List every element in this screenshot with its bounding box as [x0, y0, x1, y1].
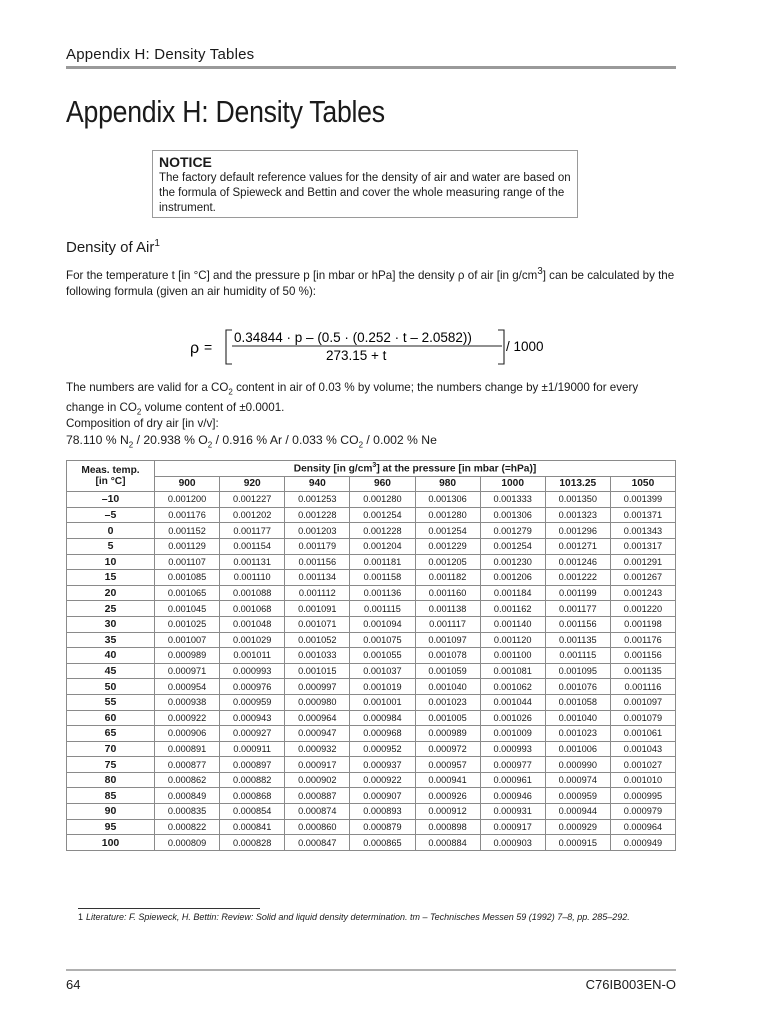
density-value-cell: 0.001205 [415, 554, 480, 570]
table-row [67, 757, 676, 773]
density-value-cell: 0.001181 [350, 554, 415, 570]
density-value-cell: 0.000964 [610, 819, 675, 835]
density-value-cell: 0.001399 [610, 492, 675, 508]
footnote [78, 911, 676, 924]
density-value-cell: 0.001097 [610, 694, 675, 710]
temperature-cell: 45 [67, 663, 155, 679]
table-row [67, 835, 676, 851]
document-code: C76IB003EN-O [585, 977, 676, 992]
density-value-cell: 0.001333 [480, 492, 545, 508]
notice-heading: NOTICE [159, 154, 212, 170]
density-value-cell: 0.000943 [220, 710, 285, 726]
formula-divisor: / 1000 [506, 339, 544, 354]
density-value-cell: 0.001001 [350, 694, 415, 710]
density-value-cell: 0.000961 [480, 772, 545, 788]
table-row [67, 492, 676, 508]
temp-column-header [67, 461, 155, 492]
density-value-cell: 0.000972 [415, 741, 480, 757]
table-row [67, 507, 676, 523]
density-value-cell: 0.001131 [220, 554, 285, 570]
notice-body: The factory default reference values for the density of air and water are based on the formula of Spieweck and Bettin and cover the whole measuring range of the instrument. [159, 172, 571, 214]
density-value-cell: 0.001011 [220, 648, 285, 664]
density-value-cell: 0.000977 [480, 757, 545, 773]
table-row [67, 804, 676, 820]
density-value-cell: 0.000993 [480, 741, 545, 757]
density-value-cell: 0.001371 [610, 507, 675, 523]
pressure-header-cell: 920 [220, 476, 285, 492]
composition-o2: / 20.938 % O [133, 433, 208, 447]
density-value-cell: 0.001291 [610, 554, 675, 570]
formula-denominator: 273.15 + t [326, 348, 387, 363]
table-row [67, 523, 676, 539]
page-title: Appendix H: Density Tables [66, 94, 385, 129]
composition-sub-2: 2 [207, 440, 213, 450]
density-value-cell: 0.001228 [285, 507, 350, 523]
density-value-cell: 0.001198 [610, 616, 675, 632]
intro-superscript: 3 [537, 266, 543, 277]
temperature-cell: 15 [67, 570, 155, 586]
density-value-cell: 0.001306 [415, 492, 480, 508]
density-value-cell: 0.000874 [285, 804, 350, 820]
density-value-cell: 0.000959 [545, 788, 610, 804]
density-value-cell: 0.001112 [285, 585, 350, 601]
density-value-cell: 0.001025 [155, 616, 220, 632]
density-value-cell: 0.001253 [285, 492, 350, 508]
composition-sub-1: 2 [128, 440, 134, 450]
density-value-cell: 0.001045 [155, 601, 220, 617]
density-value-cell: 0.001152 [155, 523, 220, 539]
density-value-cell: 0.001027 [610, 757, 675, 773]
density-value-cell: 0.001116 [610, 679, 675, 695]
density-value-cell: 0.000946 [480, 788, 545, 804]
density-value-cell: 0.001076 [545, 679, 610, 695]
intro-paragraph [66, 264, 676, 300]
table-row [67, 679, 676, 695]
density-table [66, 460, 676, 851]
density-value-cell: 0.001081 [480, 663, 545, 679]
density-value-cell: 0.000954 [155, 679, 220, 695]
footer-rule [66, 969, 676, 971]
formula-rho: ρ [190, 340, 200, 357]
pressure-header-cell: 1013.25 [545, 476, 610, 492]
density-value-cell: 0.000906 [155, 726, 220, 742]
density-value-cell: 0.001140 [480, 616, 545, 632]
density-value-cell: 0.000841 [220, 819, 285, 835]
density-value-cell: 0.001267 [610, 570, 675, 586]
density-value-cell: 0.000911 [220, 741, 285, 757]
density-value-cell: 0.000847 [285, 835, 350, 851]
pressure-header-cell: 900 [155, 476, 220, 492]
density-value-cell: 0.001184 [480, 585, 545, 601]
density-value-cell: 0.001222 [545, 570, 610, 586]
density-value-cell: 0.001138 [415, 601, 480, 617]
density-value-cell: 0.001029 [220, 632, 285, 648]
density-value-cell: 0.001343 [610, 523, 675, 539]
table-row [67, 616, 676, 632]
density-value-cell: 0.001117 [415, 616, 480, 632]
density-value-cell: 0.000995 [610, 788, 675, 804]
density-value-cell: 0.001115 [545, 648, 610, 664]
density-value-cell: 0.001062 [480, 679, 545, 695]
table-row [67, 585, 676, 601]
section-heading [66, 238, 160, 256]
density-value-cell: 0.001350 [545, 492, 610, 508]
density-value-cell: 0.001071 [285, 616, 350, 632]
density-value-cell: 0.000917 [285, 757, 350, 773]
composition-values [66, 432, 676, 453]
temperature-cell: 30 [67, 616, 155, 632]
validity-sub-2: 2 [136, 407, 142, 417]
density-value-cell: 0.001052 [285, 632, 350, 648]
density-value-cell: 0.001243 [610, 585, 675, 601]
density-value-cell: 0.000976 [220, 679, 285, 695]
density-value-cell: 0.000932 [285, 741, 350, 757]
density-value-cell: 0.001040 [545, 710, 610, 726]
density-value-cell: 0.001110 [220, 570, 285, 586]
density-value-cell: 0.001055 [350, 648, 415, 664]
density-value-cell: 0.001182 [415, 570, 480, 586]
density-value-cell: 0.001075 [350, 632, 415, 648]
density-value-cell: 0.001048 [220, 616, 285, 632]
density-value-cell: 0.000922 [155, 710, 220, 726]
temperature-cell: 20 [67, 585, 155, 601]
density-value-cell: 0.001043 [610, 741, 675, 757]
pressure-header-cell: 980 [415, 476, 480, 492]
formula-left-bracket [226, 330, 232, 364]
density-value-cell: 0.001160 [415, 585, 480, 601]
density-header-sup: 3 [372, 462, 377, 470]
pressure-header-cell: 940 [285, 476, 350, 492]
table-row [67, 726, 676, 742]
density-value-cell: 0.001162 [480, 601, 545, 617]
density-value-cell: 0.001177 [220, 523, 285, 539]
density-value-cell: 0.001158 [350, 570, 415, 586]
density-value-cell: 0.000887 [285, 788, 350, 804]
temperature-cell: –10 [67, 492, 155, 508]
density-value-cell: 0.001229 [415, 538, 480, 554]
density-value-cell: 0.001246 [545, 554, 610, 570]
density-value-cell: 0.001033 [285, 648, 350, 664]
table-row [67, 554, 676, 570]
density-value-cell: 0.001005 [415, 710, 480, 726]
density-value-cell: 0.001061 [610, 726, 675, 742]
temperature-cell: 90 [67, 804, 155, 820]
density-value-cell: 0.000990 [545, 757, 610, 773]
density-value-cell: 0.000884 [415, 835, 480, 851]
density-value-cell: 0.000898 [415, 819, 480, 835]
density-value-cell: 0.001009 [480, 726, 545, 742]
table-row [67, 788, 676, 804]
density-value-cell: 0.001006 [545, 741, 610, 757]
density-value-cell: 0.000835 [155, 804, 220, 820]
temperature-cell: –5 [67, 507, 155, 523]
notice-box [152, 150, 578, 218]
density-value-cell: 0.000974 [545, 772, 610, 788]
density-value-cell: 0.000902 [285, 772, 350, 788]
pressure-header-row [67, 476, 676, 492]
density-value-cell: 0.001007 [155, 632, 220, 648]
density-value-cell: 0.001206 [480, 570, 545, 586]
density-value-cell: 0.001135 [545, 632, 610, 648]
density-value-cell: 0.001120 [480, 632, 545, 648]
density-value-cell: 0.000937 [350, 757, 415, 773]
density-value-cell: 0.001156 [610, 648, 675, 664]
density-value-cell: 0.000957 [415, 757, 480, 773]
composition-label: Composition of dry air [in v/v]: [66, 417, 219, 430]
density-value-cell: 0.001091 [285, 601, 350, 617]
density-value-cell: 0.001107 [155, 554, 220, 570]
validity-text-1: The numbers are valid for a CO [66, 381, 229, 394]
density-value-cell: 0.000964 [285, 710, 350, 726]
density-value-cell: 0.000879 [350, 819, 415, 835]
density-value-cell: 0.001230 [480, 554, 545, 570]
density-value-cell: 0.001279 [480, 523, 545, 539]
composition-co2: / 0.916 % Ar / 0.033 % CO [212, 433, 359, 447]
pressure-header-cell: 1050 [610, 476, 675, 492]
composition-n2: 78.110 % N [66, 433, 129, 447]
density-value-cell: 0.001176 [155, 507, 220, 523]
density-value-cell: 0.001129 [155, 538, 220, 554]
density-value-cell: 0.001296 [545, 523, 610, 539]
density-value-cell: 0.000915 [545, 835, 610, 851]
formula-equals: = [204, 339, 213, 355]
density-value-cell: 0.001135 [610, 663, 675, 679]
validity-paragraph [66, 380, 676, 421]
footnote-text: Literature: F. Spieweck, H. Bettin: Review: Solid and liquid density determination. tm – Technisches Messen 59 (1992) 7–8, pp. 285–292. [86, 912, 630, 922]
density-value-cell: 0.000922 [350, 772, 415, 788]
density-value-cell: 0.001254 [480, 538, 545, 554]
density-value-cell: 0.001078 [415, 648, 480, 664]
density-value-cell: 0.000860 [285, 819, 350, 835]
temperature-cell: 55 [67, 694, 155, 710]
temp-header-line-1: Meas. temp. [81, 465, 140, 477]
density-value-cell: 0.001200 [155, 492, 220, 508]
temperature-cell: 10 [67, 554, 155, 570]
formula-numerator: 0.34844 · p – (0.5 · (0.252 · t – 2.0582)) [234, 330, 472, 345]
density-value-cell: 0.001271 [545, 538, 610, 554]
density-value-cell: 0.001176 [610, 632, 675, 648]
footnote-reference[interactable]: 1 [154, 238, 160, 249]
density-value-cell: 0.001015 [285, 663, 350, 679]
table-row [67, 538, 676, 554]
density-value-cell: 0.000959 [220, 694, 285, 710]
density-value-cell: 0.001136 [350, 585, 415, 601]
temperature-cell: 0 [67, 523, 155, 539]
temperature-cell: 75 [67, 757, 155, 773]
temperature-cell: 50 [67, 679, 155, 695]
density-value-cell: 0.001254 [350, 507, 415, 523]
density-value-cell: 0.001156 [545, 616, 610, 632]
header-rule [66, 66, 676, 69]
footnote-rule [78, 908, 260, 909]
density-value-cell: 0.000917 [480, 819, 545, 835]
density-value-cell: 0.000949 [610, 835, 675, 851]
density-value-cell: 0.000893 [350, 804, 415, 820]
density-value-cell: 0.001177 [545, 601, 610, 617]
density-value-cell: 0.000854 [220, 804, 285, 820]
density-value-cell: 0.000862 [155, 772, 220, 788]
table-row [67, 648, 676, 664]
composition-paragraph [66, 416, 676, 453]
running-header: Appendix H: Density Tables [66, 46, 255, 63]
formula-right-bracket [498, 330, 504, 364]
validity-text-2: content in air of 0.03 % by volume; the numbers change by ±1/19000 for every change in CO [66, 381, 639, 415]
density-value-cell: 0.001088 [220, 585, 285, 601]
temperature-cell: 80 [67, 772, 155, 788]
composition-ne: / 0.002 % Ne [363, 433, 437, 447]
density-value-cell: 0.001228 [350, 523, 415, 539]
density-value-cell: 0.001203 [285, 523, 350, 539]
table-row [67, 710, 676, 726]
density-value-cell: 0.001227 [220, 492, 285, 508]
density-value-cell: 0.001023 [545, 726, 610, 742]
density-value-cell: 0.000980 [285, 694, 350, 710]
validity-sub-1: 2 [228, 387, 233, 397]
table-row [67, 570, 676, 586]
density-value-cell: 0.001306 [480, 507, 545, 523]
density-value-cell: 0.000931 [480, 804, 545, 820]
table-row [67, 741, 676, 757]
density-value-cell: 0.000897 [220, 757, 285, 773]
density-value-cell: 0.001044 [480, 694, 545, 710]
density-value-cell: 0.001010 [610, 772, 675, 788]
density-value-cell: 0.000828 [220, 835, 285, 851]
table-row [67, 632, 676, 648]
density-value-cell: 0.001220 [610, 601, 675, 617]
temperature-cell: 40 [67, 648, 155, 664]
temperature-cell: 100 [67, 835, 155, 851]
density-value-cell: 0.000989 [155, 648, 220, 664]
intro-text-2: ] can be calculated by the following formula (given an air humidity of 50 %): [66, 268, 675, 298]
density-value-cell: 0.001100 [480, 648, 545, 664]
table-row [67, 601, 676, 617]
density-value-cell: 0.001019 [350, 679, 415, 695]
density-value-cell: 0.001026 [480, 710, 545, 726]
density-value-cell: 0.001095 [545, 663, 610, 679]
density-value-cell: 0.000947 [285, 726, 350, 742]
density-value-cell: 0.000903 [480, 835, 545, 851]
density-value-cell: 0.000926 [415, 788, 480, 804]
density-value-cell: 0.000809 [155, 835, 220, 851]
page-number: 64 [66, 977, 81, 992]
footnote-number: 1 [78, 912, 84, 922]
density-value-cell: 0.001023 [415, 694, 480, 710]
density-value-cell: 0.000927 [220, 726, 285, 742]
density-value-cell: 0.000968 [350, 726, 415, 742]
temperature-cell: 25 [67, 601, 155, 617]
table-row [67, 663, 676, 679]
density-value-cell: 0.001085 [155, 570, 220, 586]
table-header-row [67, 461, 676, 477]
density-value-cell: 0.000979 [610, 804, 675, 820]
density-formula [186, 326, 586, 368]
table-row [67, 772, 676, 788]
density-value-cell: 0.001254 [415, 523, 480, 539]
pressure-header-cell: 960 [350, 476, 415, 492]
density-value-cell: 0.001065 [155, 585, 220, 601]
density-value-cell: 0.000891 [155, 741, 220, 757]
table-row [67, 819, 676, 835]
density-value-cell: 0.001040 [415, 679, 480, 695]
density-column-header [155, 461, 676, 477]
density-value-cell: 0.000929 [545, 819, 610, 835]
density-value-cell: 0.001317 [610, 538, 675, 554]
density-value-cell: 0.000882 [220, 772, 285, 788]
density-value-cell: 0.001179 [285, 538, 350, 554]
temperature-cell: 65 [67, 726, 155, 742]
temperature-cell: 85 [67, 788, 155, 804]
temperature-cell: 60 [67, 710, 155, 726]
temperature-cell: 70 [67, 741, 155, 757]
density-value-cell: 0.001280 [415, 507, 480, 523]
density-value-cell: 0.001059 [415, 663, 480, 679]
density-value-cell: 0.000907 [350, 788, 415, 804]
density-value-cell: 0.000952 [350, 741, 415, 757]
section-heading-text: Density of Air [66, 239, 155, 256]
composition-sub-3: 2 [358, 440, 364, 450]
density-value-cell: 0.001097 [415, 632, 480, 648]
temperature-cell: 5 [67, 538, 155, 554]
density-value-cell: 0.001154 [220, 538, 285, 554]
temperature-cell: 95 [67, 819, 155, 835]
density-value-cell: 0.001280 [350, 492, 415, 508]
temperature-cell: 35 [67, 632, 155, 648]
density-value-cell: 0.000865 [350, 835, 415, 851]
density-value-cell: 0.001094 [350, 616, 415, 632]
density-value-cell: 0.001068 [220, 601, 285, 617]
density-value-cell: 0.000944 [545, 804, 610, 820]
density-header-text-a: Density [in g/cm [293, 463, 373, 475]
density-value-cell: 0.000989 [415, 726, 480, 742]
density-value-cell: 0.000984 [350, 710, 415, 726]
density-value-cell: 0.000849 [155, 788, 220, 804]
density-value-cell: 0.000997 [285, 679, 350, 695]
density-value-cell: 0.001199 [545, 585, 610, 601]
density-value-cell: 0.001202 [220, 507, 285, 523]
intro-text-1: For the temperature t [in °C] and the pressure p [in mbar or hPa] the density ρ of air [in g/cm [66, 268, 538, 282]
density-table-body [67, 492, 676, 851]
density-value-cell: 0.001204 [350, 538, 415, 554]
density-value-cell: 0.000877 [155, 757, 220, 773]
density-value-cell: 0.000912 [415, 804, 480, 820]
density-value-cell: 0.000938 [155, 694, 220, 710]
density-value-cell: 0.001134 [285, 570, 350, 586]
validity-text-3: volume content of ±0.0001. [141, 401, 285, 415]
density-value-cell: 0.001115 [350, 601, 415, 617]
density-value-cell: 0.001156 [285, 554, 350, 570]
density-value-cell: 0.001079 [610, 710, 675, 726]
density-value-cell: 0.000993 [220, 663, 285, 679]
density-header-text-b: ] at the pressure [in mbar (=hPa)] [376, 463, 537, 475]
temp-header-line-2: [in °C] [95, 476, 126, 488]
pressure-header-cell: 1000 [480, 476, 545, 492]
density-value-cell: 0.001323 [545, 507, 610, 523]
density-value-cell: 0.001037 [350, 663, 415, 679]
density-value-cell: 0.000941 [415, 772, 480, 788]
table-row [67, 694, 676, 710]
density-value-cell: 0.000971 [155, 663, 220, 679]
density-value-cell: 0.001058 [545, 694, 610, 710]
density-value-cell: 0.000868 [220, 788, 285, 804]
density-value-cell: 0.000822 [155, 819, 220, 835]
